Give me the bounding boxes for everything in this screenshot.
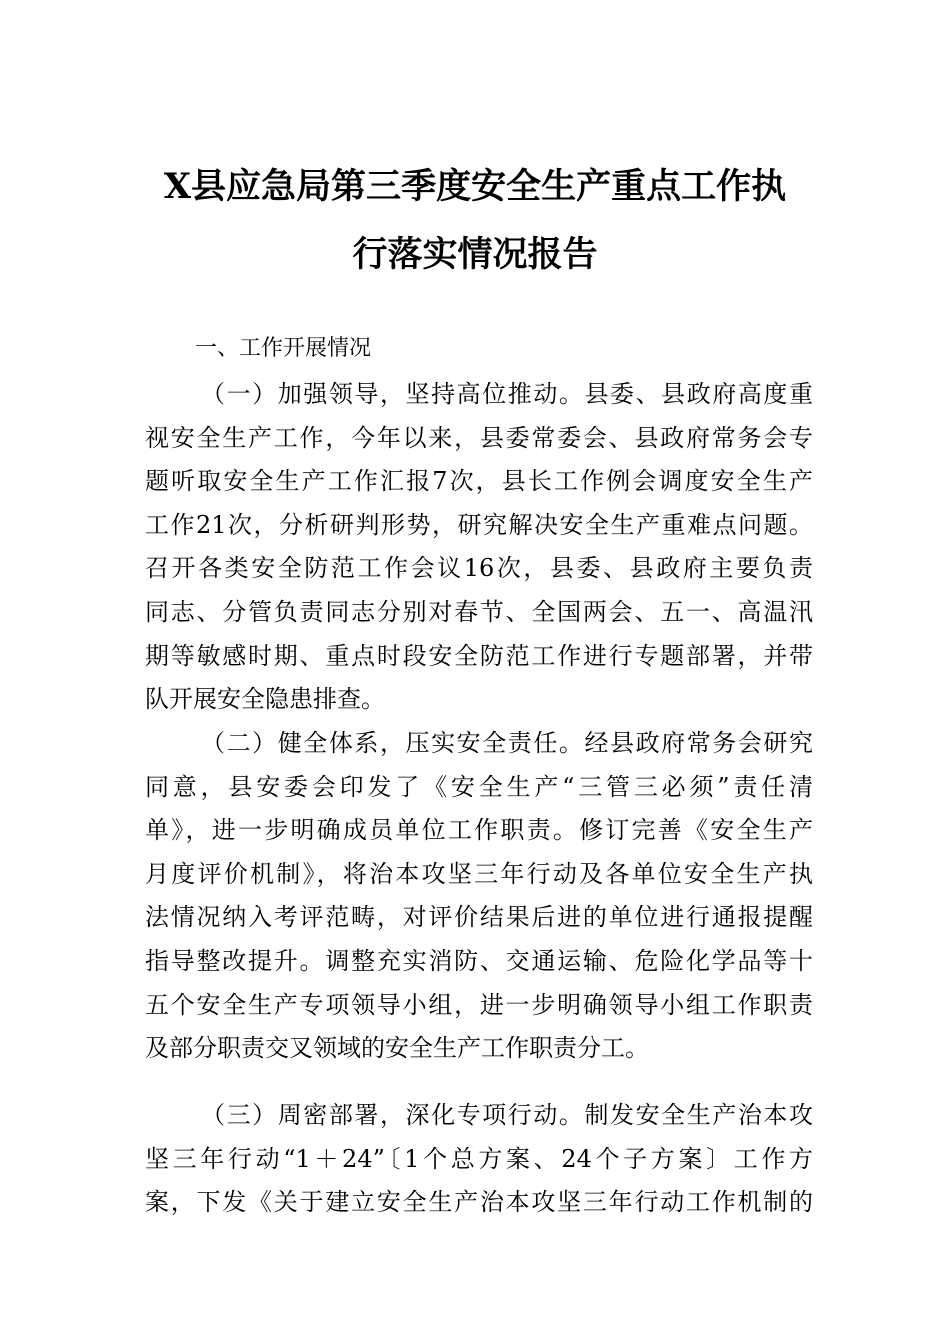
paragraph-line: 案，下发《关于建立安全生产治本攻坚三年行动工作机制的	[145, 1188, 813, 1217]
paragraph-line: 题听取安全生产工作汇报7次，县长工作例会调度安全生产	[145, 467, 813, 496]
paragraph-line: 单》，进一步明确成员单位工作职责。修订完善《安全生产	[145, 816, 813, 845]
paragraph-line: 五个安全生产专项领导小组，进一步明确领导小组工作职责	[145, 990, 813, 1019]
paragraph-line: 召开各类安全防范工作会议16次，县委、县政府主要负责	[145, 554, 813, 583]
paragraph-line: （一）加强领导，坚持高位推动。县委、县政府高度重	[201, 380, 813, 408]
document-title-line-1: X县应急局第三季度安全生产重点工作执	[163, 166, 787, 207]
paragraph-line: 工作21次，分析研判形势，研究解决安全生产重难点问题。	[145, 510, 813, 539]
paragraph-2	[145, 722, 813, 1071]
paragraph-line: 队开展安全隐患排查。	[145, 685, 385, 714]
paragraph-line: 指导整改提升。调整充实消防、交通运输、危险化学品等十	[145, 946, 813, 975]
document-title-line-2: 行落实情况报告	[352, 234, 598, 275]
paragraph-line: 月度评价机制》，将治本攻坚三年行动及各单位安全生产执	[145, 859, 813, 888]
paragraph-3	[145, 1094, 813, 1225]
section-heading: 一、工作开展情况	[195, 336, 372, 361]
paragraph-line: 坚三年行动“1＋24”〔1个总方案、24个子方案〕工作方	[145, 1144, 813, 1173]
paragraph-line: 法情况纳入考评范畴，对评价结果后进的单位进行通报提醒	[145, 903, 813, 932]
paragraph-line: 期等敏感时期、重点时段安全防范工作进行专题部署，并带	[145, 641, 813, 670]
paragraph-line: 视安全生产工作，今年以来，县委常委会、县政府常务会专	[145, 423, 813, 452]
paragraph-line: 同志、分管负责同志分别对春节、全国两会、五一、高温汛	[145, 597, 813, 626]
paragraph-line: 同意，县安委会印发了《安全生产“三管三必须”责任清	[145, 772, 813, 801]
paragraph-1	[145, 373, 813, 722]
paragraph-line: （三）周密部署，深化专项行动。制发安全生产治本攻	[201, 1101, 813, 1129]
paragraph-line: 及部分职责交叉领域的安全生产工作职责分工。	[145, 1034, 649, 1063]
paragraph-line: （二）健全体系，压实安全责任。经县政府常务会研究	[201, 729, 813, 757]
